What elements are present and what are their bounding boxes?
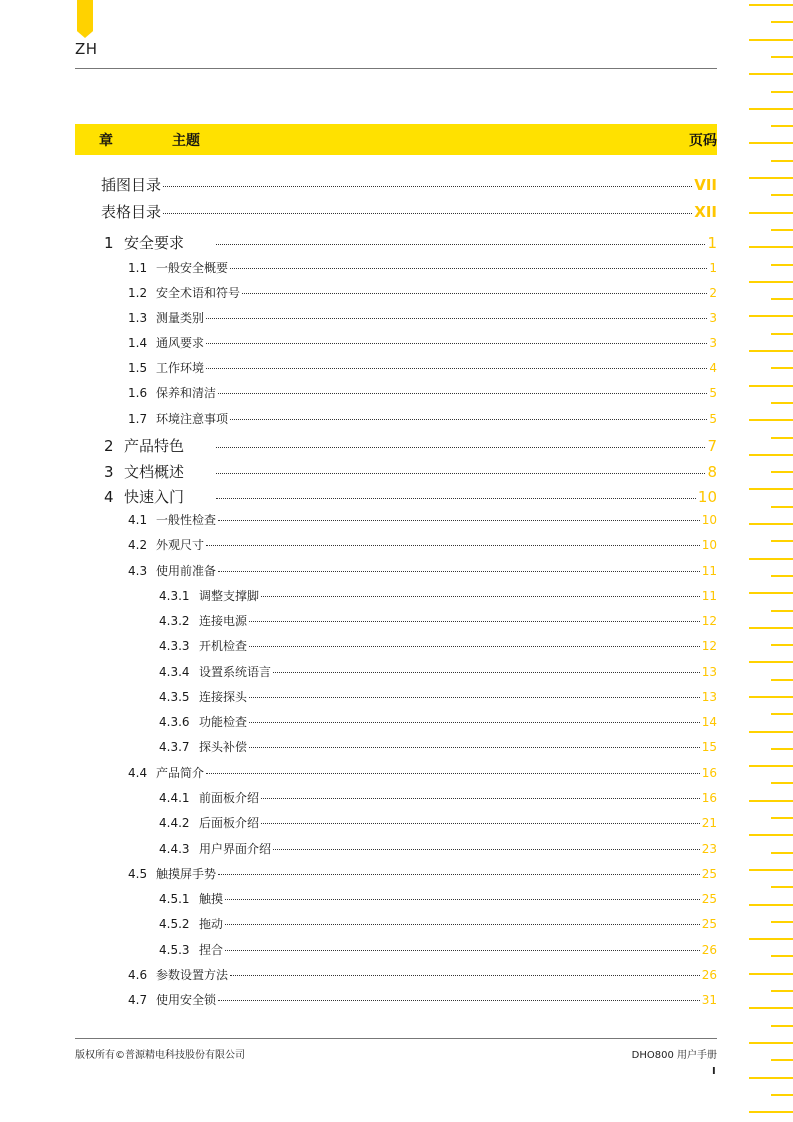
ruler-tick (771, 194, 793, 196)
toc-title: 安全术语和符号 (156, 286, 241, 300)
toc-title: 通风要求 (156, 336, 205, 350)
toc-page: 25 (701, 917, 717, 931)
dot-leader (163, 186, 692, 187)
ruler-tick (749, 869, 793, 871)
header-chapter: 章 (99, 133, 113, 149)
toc-entry[interactable] (159, 789, 717, 806)
toc-title: 产品特色 (124, 437, 185, 455)
ruler-tick (749, 1111, 793, 1113)
toc-page: 2 (709, 286, 717, 300)
toc-number: 1.7 (128, 412, 148, 426)
dot-leader (206, 773, 700, 774)
ruler-tick (749, 39, 793, 41)
ruler-tick (771, 921, 793, 923)
ruler-tick (771, 1025, 793, 1027)
toc-title: 外观尺寸 (156, 538, 205, 552)
header-page: 页码 (689, 133, 717, 149)
toc-page: 12 (701, 614, 717, 628)
dot-leader (249, 747, 700, 748)
dot-leader (218, 393, 707, 394)
toc-entry[interactable] (104, 435, 717, 456)
ruler-tick (771, 160, 793, 162)
toc-page: 8 (707, 463, 717, 481)
toc-title: 触摸屏手势 (156, 867, 217, 881)
toc-number: 4.3.7 (159, 740, 190, 754)
toc-page: 3 (709, 311, 717, 325)
ruler-tick (771, 506, 793, 508)
toc-number: 4.5.3 (159, 943, 190, 957)
ruler-tick (749, 661, 793, 663)
toc-title: 开机检查 (199, 639, 248, 653)
ruler-tick (771, 610, 793, 612)
toc-title: 连接电源 (199, 614, 248, 628)
toc-page: 10 (701, 513, 717, 527)
toc-number: 4.4.3 (159, 842, 190, 856)
toc-number: 1.1 (128, 261, 148, 275)
toc-entry[interactable] (128, 536, 717, 553)
toc-entry[interactable] (104, 232, 717, 253)
toc-entry[interactable] (159, 637, 717, 654)
toc-entry[interactable] (159, 612, 717, 629)
dot-leader (206, 368, 707, 369)
toc-title: 产品简介 (156, 766, 205, 780)
toc-number: 1.3 (128, 311, 148, 325)
toc-page: 31 (701, 993, 717, 1007)
toc-title: 工作环境 (156, 361, 205, 375)
ruler-tick (771, 437, 793, 439)
footer-copyright: 版权所有©普源精电科技股份有限公司 (75, 1050, 245, 1061)
ruler-tick (771, 679, 793, 681)
toc-title: 调整支撑脚 (199, 589, 260, 603)
toc-title: 功能检查 (199, 715, 248, 729)
ruler-tick (749, 385, 793, 387)
dot-leader (216, 473, 705, 474)
ruler-tick (749, 731, 793, 733)
ruler-tick (771, 229, 793, 231)
ruler-tick (749, 696, 793, 698)
dot-leader (225, 924, 700, 925)
toc-entry[interactable] (104, 486, 717, 507)
toc-number: 4.3.4 (159, 665, 190, 679)
toc-title: 测量类别 (156, 311, 205, 325)
toc-entry[interactable] (128, 410, 717, 427)
toc-number: 4.6 (128, 968, 148, 982)
ruler-tick (749, 419, 793, 421)
toc-number: 4.2 (128, 538, 148, 552)
ruler-tick (749, 1007, 793, 1009)
ruler-tick (749, 108, 793, 110)
toc-title: 参数设置方法 (156, 968, 229, 982)
dot-leader (230, 975, 700, 976)
dot-leader (230, 268, 707, 269)
ruler-tick (771, 955, 793, 957)
ruler-tick (749, 558, 793, 560)
toc-number: 4.5.1 (159, 892, 190, 906)
toc-title: 插图目录 (101, 176, 162, 194)
ruler-tick (749, 1042, 793, 1044)
toc-entry[interactable] (159, 738, 717, 755)
ruler-tick (749, 800, 793, 802)
ruler-tick (749, 523, 793, 525)
dot-leader (216, 244, 705, 245)
toc-title: 后面板介绍 (199, 816, 260, 830)
toc-page: 3 (709, 336, 717, 350)
footer-manual-title: DHO800 用户手册 (631, 1050, 717, 1061)
dot-leader (249, 646, 700, 647)
toc-number: 1.4 (128, 336, 148, 350)
toc-page: 13 (701, 690, 717, 704)
toc-page: 12 (701, 639, 717, 653)
toc-header-bar (75, 124, 717, 155)
toc-title: 快速入门 (124, 488, 185, 506)
ruler-tick (749, 488, 793, 490)
ruler-tick (771, 748, 793, 750)
toc-title: 保养和清洁 (156, 386, 217, 400)
ruler-tick (749, 904, 793, 906)
language-tab-marker (77, 0, 93, 38)
toc-entry[interactable] (128, 865, 717, 882)
language-label: ZH (75, 40, 98, 58)
ruler-tick (749, 246, 793, 248)
toc-number: 4.3.2 (159, 614, 190, 628)
ruler-tick (771, 56, 793, 58)
ruler-tick (749, 592, 793, 594)
toc-entry[interactable] (128, 309, 717, 326)
ruler-tick (771, 1059, 793, 1061)
dot-leader (242, 293, 707, 294)
ruler-tick (771, 1094, 793, 1096)
ruler-tick (749, 834, 793, 836)
toc-entry[interactable] (159, 713, 717, 730)
dot-leader (218, 571, 700, 572)
ruler-tick (771, 575, 793, 577)
toc-front-tables[interactable] (101, 201, 717, 222)
toc-number: 3 (104, 463, 114, 481)
dot-leader (261, 798, 700, 799)
toc-page: VII (694, 176, 717, 194)
toc-number: 4.3.6 (159, 715, 190, 729)
dot-leader (216, 447, 705, 448)
ruler-tick (749, 938, 793, 940)
ruler-tick (749, 177, 793, 179)
toc-number: 4.4.1 (159, 791, 190, 805)
toc-page: 26 (701, 968, 717, 982)
ruler-tick (771, 21, 793, 23)
toc-front-illustrations[interactable] (101, 174, 717, 195)
dot-leader (249, 697, 700, 698)
ruler-tick (771, 125, 793, 127)
toc-page: 11 (701, 564, 717, 578)
toc-number: 1.2 (128, 286, 148, 300)
toc-title: 触摸 (199, 892, 224, 906)
ruler-tick (771, 367, 793, 369)
toc-number: 1.5 (128, 361, 148, 375)
toc-title: 一般性检查 (156, 513, 217, 527)
dot-leader (249, 621, 700, 622)
ruler-tick (749, 4, 793, 6)
toc-title: 使用前准备 (156, 564, 217, 578)
toc-entry[interactable] (128, 764, 717, 781)
ruler-tick (771, 264, 793, 266)
header-topic: 主题 (172, 133, 200, 149)
toc-page: 26 (701, 943, 717, 957)
toc-entry[interactable] (128, 384, 717, 401)
ruler-tick (749, 73, 793, 75)
toc-entry[interactable] (159, 663, 717, 680)
toc-page: 25 (701, 892, 717, 906)
toc-page: 7 (707, 437, 717, 455)
toc-number: 4.3.5 (159, 690, 190, 704)
toc-page: 16 (701, 791, 717, 805)
ruler-tick (749, 973, 793, 975)
toc-entry[interactable] (128, 284, 717, 301)
toc-title: 文档概述 (124, 463, 185, 481)
bottom-divider (75, 1038, 717, 1039)
toc-title: 探头补偿 (199, 740, 248, 754)
ruler-tick (771, 782, 793, 784)
toc-title: 拖动 (199, 917, 224, 931)
toc-entry[interactable] (128, 334, 717, 351)
ruler-tick (749, 350, 793, 352)
dot-leader (261, 596, 700, 597)
toc-number: 4.3.3 (159, 639, 190, 653)
ruler-tick (771, 540, 793, 542)
toc-entry[interactable] (159, 587, 717, 604)
toc-title: 表格目录 (101, 203, 162, 221)
edge-ruler-decoration (741, 0, 793, 1122)
toc-entry[interactable] (159, 941, 717, 958)
ruler-tick (771, 298, 793, 300)
ruler-tick (771, 886, 793, 888)
toc-title: 捏合 (199, 943, 224, 957)
toc-page: 5 (709, 412, 717, 426)
toc-title: 一般安全概要 (156, 261, 229, 275)
dot-leader (206, 318, 707, 319)
toc-entry[interactable] (128, 966, 717, 983)
dot-leader (218, 1000, 700, 1001)
toc-page: 13 (701, 665, 717, 679)
ruler-tick (771, 333, 793, 335)
toc-title: 环境注意事项 (156, 412, 229, 426)
dot-leader (206, 343, 707, 344)
toc-page: 14 (701, 715, 717, 729)
toc-entry[interactable] (128, 562, 717, 579)
toc-number: 4.5.2 (159, 917, 190, 931)
dot-leader (261, 823, 700, 824)
toc-page: 25 (701, 867, 717, 881)
toc-page: 15 (701, 740, 717, 754)
toc-page: 10 (701, 538, 717, 552)
toc-page: XII (694, 203, 717, 221)
ruler-tick (771, 91, 793, 93)
ruler-tick (749, 281, 793, 283)
toc-entry[interactable] (159, 915, 717, 932)
dot-leader (225, 899, 700, 900)
dot-leader (273, 849, 700, 850)
toc-number: 4.7 (128, 993, 148, 1007)
dot-leader (225, 950, 700, 951)
toc-entry[interactable] (104, 461, 717, 482)
dot-leader (218, 874, 700, 875)
toc-page: 5 (709, 386, 717, 400)
ruler-tick (749, 315, 793, 317)
toc-entry[interactable] (159, 814, 717, 831)
ruler-tick (771, 817, 793, 819)
toc-entry[interactable] (128, 359, 717, 376)
dot-leader (163, 213, 692, 214)
dot-leader (249, 722, 700, 723)
toc-page: 10 (697, 488, 717, 506)
dot-leader (216, 498, 696, 499)
dot-leader (273, 672, 700, 673)
toc-number: 1 (104, 234, 114, 252)
toc-number: 4.4 (128, 766, 148, 780)
ruler-tick (749, 212, 793, 214)
toc-number: 2 (104, 437, 114, 455)
ruler-tick (771, 713, 793, 715)
ruler-tick (749, 1077, 793, 1079)
toc-title: 用户界面介绍 (199, 842, 272, 856)
toc-entry[interactable] (128, 259, 717, 276)
toc-entry[interactable] (159, 840, 717, 857)
toc-page: 23 (701, 842, 717, 856)
ruler-tick (749, 765, 793, 767)
ruler-tick (771, 471, 793, 473)
toc-title: 连接探头 (199, 690, 248, 704)
toc-number: 4.5 (128, 867, 148, 881)
toc-page: 21 (701, 816, 717, 830)
dot-leader (206, 545, 700, 546)
ruler-tick (771, 852, 793, 854)
dot-leader (230, 419, 707, 420)
toc-page: 1 (709, 261, 717, 275)
toc-entry[interactable] (128, 511, 717, 528)
toc-title: 前面板介绍 (199, 791, 260, 805)
ruler-tick (749, 627, 793, 629)
toc-number: 1.6 (128, 386, 148, 400)
toc-number: 4.1 (128, 513, 148, 527)
toc-title: 安全要求 (124, 234, 185, 252)
ruler-tick (771, 402, 793, 404)
top-divider (75, 68, 717, 69)
footer-page-number: I (712, 1066, 716, 1077)
toc-entry[interactable] (159, 688, 717, 705)
ruler-tick (771, 990, 793, 992)
toc-page: 1 (707, 234, 717, 252)
dot-leader (218, 520, 700, 521)
ruler-tick (749, 142, 793, 144)
toc-number: 4.3 (128, 564, 148, 578)
toc-number: 4.3.1 (159, 589, 190, 603)
toc-title: 使用安全锁 (156, 993, 217, 1007)
toc-number: 4.4.2 (159, 816, 190, 830)
toc-entry[interactable] (159, 890, 717, 907)
ruler-tick (771, 644, 793, 646)
toc-title: 设置系统语言 (199, 665, 272, 679)
toc-page: 16 (701, 766, 717, 780)
toc-page: 11 (701, 589, 717, 603)
toc-entry[interactable] (128, 991, 717, 1008)
toc-number: 4 (104, 488, 114, 506)
ruler-tick (749, 454, 793, 456)
toc-page: 4 (709, 361, 717, 375)
